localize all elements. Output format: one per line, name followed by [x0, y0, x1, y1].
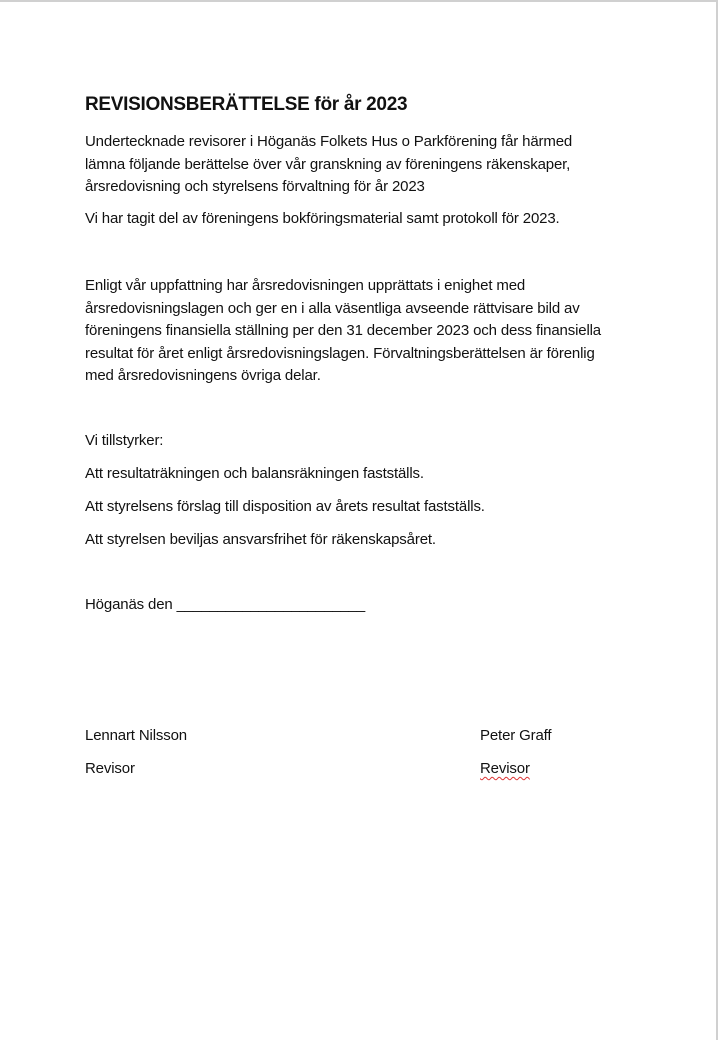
intro-paragraph — [85, 131, 572, 199]
place-date-line: Höganäs den _______________________ — [85, 596, 366, 613]
opinion-line: Enligt vår uppfattning har årsredovisningen upprättats i enighet med — [85, 277, 526, 294]
intro-line: årsredovisning och styrelsens förvaltning för år 2023 — [85, 178, 425, 195]
intro-line: lämna följande berättelse över vår granskning av föreningens räkenskaper, — [85, 155, 571, 173]
recommend-heading: Vi tillstyrker: — [85, 432, 164, 449]
opinion-line: med årsredovisningens övriga delar. — [85, 367, 321, 384]
signature-role-left: Revisor — [85, 760, 135, 777]
opinion-line: årsredovisningslagen och ger en i alla väsentliga avseende rättvisare bild av — [85, 299, 580, 317]
recommendation-item: Att styrelsen beviljas ansvarsfrihet för räkenskapsåret. — [85, 531, 436, 548]
signature-role-right: Revisor — [480, 760, 530, 777]
signature-name-right: Peter Graff — [480, 727, 552, 744]
opinion-line: föreningens finansiella ställning per den 31 december 2023 och dess finansiella — [85, 322, 601, 339]
signature-name-left: Lennart Nilsson — [85, 727, 187, 744]
document-title: REVISIONSBERÄTTELSE för år 2023 — [85, 94, 408, 115]
recommendation-item: Att resultaträkningen och balansräkningen fastställs. — [85, 465, 424, 482]
intro-line: Undertecknade revisorer i Höganäs Folkets Hus o Parkförening får härmed — [85, 133, 573, 150]
recommendation-item: Att styrelsens förslag till disposition av årets resultat fastställs. — [85, 498, 485, 515]
opinion-paragraph — [85, 275, 601, 388]
opinion-line: resultat för året enligt årsredovisningslagen. Förvaltningsberättelsen är förenlig — [85, 344, 595, 362]
material-paragraph: Vi har tagit del av föreningens bokföringsmaterial samt protokoll för 2023. — [85, 210, 560, 227]
